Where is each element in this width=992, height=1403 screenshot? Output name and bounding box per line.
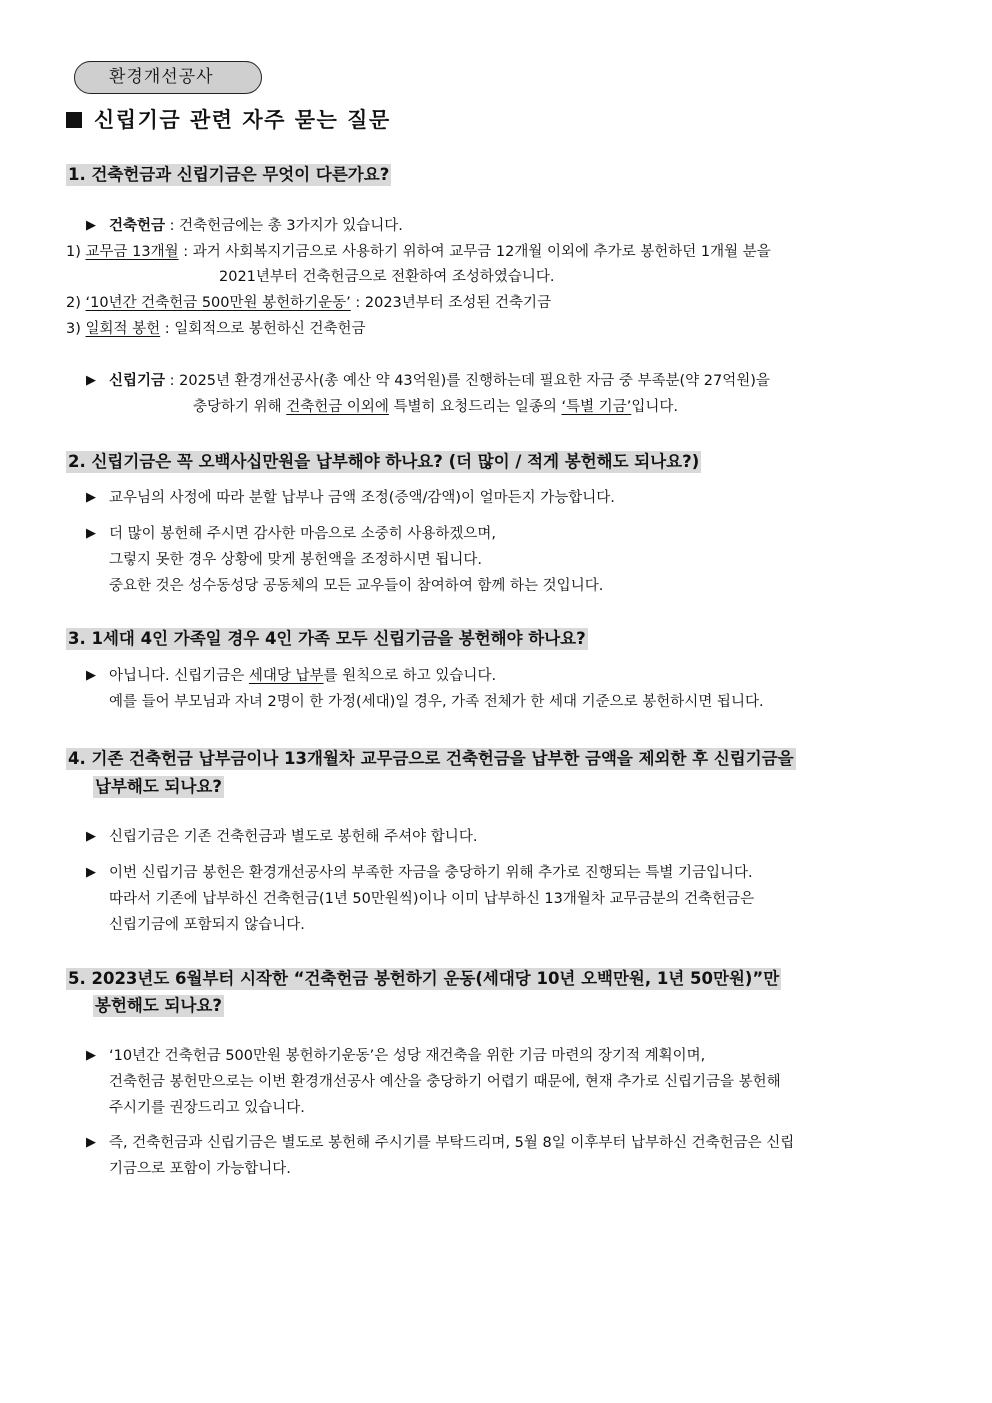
answer-5-p2-l1: 즉, 건축헌금과 신립기금은 별도로 봉헌해 주시기를 부탁드리며, 5월 8일 이후부터 납부하신 건축헌금은 신립	[109, 1135, 795, 1151]
item-text: : 과거 사회복지기금으로 사용하기 위하여 교무금 12개월 이외에 추가로 봉헌하던 1개월 분을	[178, 244, 771, 260]
question-2	[66, 447, 701, 476]
answer-2-p2-l1: 더 많이 봉헌해 주시면 감사한 마음으로 소중히 사용하겠으며,	[109, 526, 497, 542]
list-item-2	[66, 293, 551, 313]
item-term: 일회적 봉헌	[85, 321, 161, 337]
question-1-text: 1. 건축헌금과 신립기금은 무엇이 다른가요?	[68, 165, 390, 184]
answer-5-p1-l3: 주시기를 권장드리고 있습니다.	[109, 1100, 305, 1116]
list-item-1-cont: 2021년부터 건축헌금으로 전환하여 조성하였습니다.	[219, 269, 555, 285]
page-title	[66, 106, 391, 134]
answer-4-p2-l3: 신립기금에 포함되지 않습니다.	[109, 917, 305, 933]
item-number: 3)	[66, 321, 86, 337]
text: 를 원칙으로 하고 있습니다.	[323, 668, 497, 684]
underlined-text: 건축헌금 이외에	[286, 399, 389, 415]
question-3-text: 3. 1세대 4인 가족일 경우 4인 가족 모두 신립기금을 봉헌해야 하나요?	[68, 629, 586, 648]
question-1	[66, 160, 391, 189]
question-4-cont	[93, 772, 224, 801]
answer-4-p2-l2: 따라서 기존에 납부하신 건축헌금(1년 50만원씩)이나 이미 납부하신 13개월차 교무금분의 건축헌금은	[109, 891, 755, 907]
item-term: ‘10년간 건축헌금 500만원 봉헌하기운동’	[85, 295, 351, 311]
answer-1-fund	[109, 371, 770, 391]
answer-2-p2-l2: 그렇지 못한 경우 상황에 맞게 봉헌액을 조정하시면 됩니다.	[109, 552, 483, 568]
answer-4-p2-l1: 이번 신립기금 봉헌은 환경개선공사의 부족한 자금을 충당하기 위해 추가로 진행되는 특별 기금입니다.	[109, 865, 753, 881]
page-title-text: 신립기금 관련 자주 묻는 질문	[94, 108, 391, 132]
arrow-bullet-icon: ▶	[86, 526, 96, 541]
item-text: : 일회적으로 봉헌하신 건축헌금	[160, 321, 366, 337]
term-building-fund: 건축헌금	[109, 218, 166, 234]
answer-4-p1: 신립기금은 기존 건축헌금과 별도로 봉헌해 주셔야 합니다.	[109, 829, 478, 845]
question-4	[66, 744, 796, 773]
question-5-text-l2: 봉헌해도 되나요?	[95, 996, 222, 1015]
arrow-bullet-icon: ▶	[86, 1135, 96, 1150]
text: 특별히 요청드리는 일종의	[388, 399, 562, 415]
arrow-bullet-icon: ▶	[86, 668, 96, 683]
text: 아닙니다. 신립기금은	[109, 668, 249, 684]
underlined-text: 세대당 납부	[248, 668, 324, 684]
question-4-text-l2: 납부해도 되나요?	[95, 777, 222, 796]
answer-3-l1	[109, 666, 496, 686]
question-2-text: 2. 신립기금은 꼭 오백사십만원을 납부해야 하나요? (더 많이 / 적게 봉헌해도 되나요?)	[68, 452, 700, 471]
item-number: 1)	[66, 244, 86, 260]
answer-2-p2-l3: 중요한 것은 성수동성당 공동체의 모든 교우들이 참여하여 함께 하는 것입니다.	[109, 578, 604, 594]
arrow-bullet-icon: ▶	[86, 218, 96, 233]
answer-3-l2: 예를 들어 부모님과 자녀 2명이 한 가정(세대)일 경우, 가족 전체가 한 세대 기준으로 봉헌하시면 됩니다.	[109, 694, 764, 710]
term-special-fund: 신립기금	[109, 373, 166, 389]
section-tag: 환경개선공사	[74, 61, 262, 94]
answer-5-p1-l2: 건축헌금 봉헌만으로는 이번 환경개선공사 예산을 충당하기 어렵기 때문에, 현재 추가로 신립기금을 봉헌해	[109, 1074, 781, 1090]
question-5	[66, 964, 781, 993]
answer-5-p1-l1: ‘10년간 건축헌금 500만원 봉헌하기운동’은 성당 재건축을 위한 기금 마련의 장기적 계획이며,	[109, 1048, 706, 1064]
arrow-bullet-icon: ▶	[86, 1048, 96, 1063]
answer-1-fund-cont	[193, 397, 678, 417]
arrow-bullet-icon: ▶	[86, 829, 96, 844]
answer-5-p2-l2: 기금으로 포함이 가능합니다.	[109, 1161, 291, 1177]
arrow-bullet-icon: ▶	[86, 373, 96, 388]
answer-2-p1: 교우님의 사정에 따라 분할 납부나 금액 조정(증액/감액)이 얼마든지 가능합니다.	[109, 490, 615, 506]
list-item-1	[66, 242, 771, 262]
question-5-text-l1: 5. 2023년도 6월부터 시작한 “건축헌금 봉헌하기 운동(세대당 10년 오백만원, 1년 50만원)”만	[68, 969, 780, 988]
question-5-cont	[93, 991, 224, 1020]
text: 충당하기 위해	[193, 399, 287, 415]
question-4-text-l1: 4. 기존 건축헌금 납부금이나 13개월차 교무금으로 건축헌금을 납부한 금액을 제외한 후 신립기금을	[68, 749, 794, 768]
answer-1-cash	[109, 216, 403, 236]
answer-text: : 건축헌금에는 총 3가지가 있습니다.	[165, 218, 403, 234]
arrow-bullet-icon: ▶	[86, 490, 96, 505]
underlined-text: ‘특별 기금’	[561, 399, 632, 415]
item-term: 교무금 13개월	[85, 244, 179, 260]
list-item-3	[66, 319, 366, 339]
text: 입니다.	[631, 399, 678, 415]
square-bullet-icon	[66, 112, 82, 128]
arrow-bullet-icon: ▶	[86, 865, 96, 880]
answer-text: : 2025년 환경개선공사(총 예산 약 43억원)를 진행하는데 필요한 자금 중 부족분(약 27억원)을	[165, 373, 770, 389]
item-text: : 2023년부터 조성된 건축기금	[350, 295, 552, 311]
question-3	[66, 624, 588, 653]
item-number: 2)	[66, 295, 86, 311]
